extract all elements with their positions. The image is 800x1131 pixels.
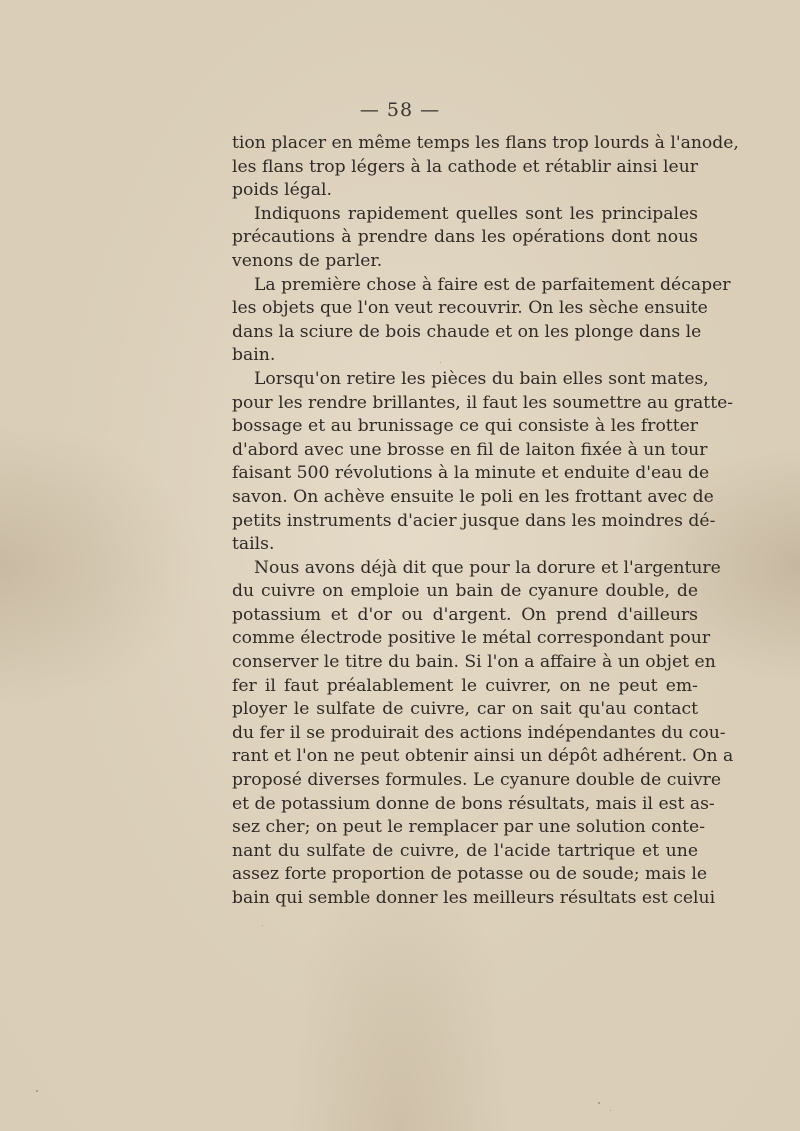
paper-speck	[36, 1090, 38, 1092]
text-line: bain.	[232, 345, 276, 366]
text-line: pour les rendre brillantes, il faut les soumettre au gratte-	[232, 392, 734, 413]
text-line: bain qui semble donner les meilleurs résultats est celui	[232, 888, 716, 908]
text-line: petits instruments d'acier jusque dans les moindres dé-	[232, 510, 716, 531]
text-line: du fer il se produirait des actions indépendantes du cou-	[232, 722, 726, 743]
text-line: proposé diverses formules. Le cyanure double de cuivre	[232, 770, 722, 791]
text-line: et de potassium donne de bons résultats, mais il est as-	[232, 793, 715, 814]
text-line: comme électrode positive le métal correspondant pour	[232, 628, 711, 649]
text-line: bossage et au brunissage ce qui consiste à les frotter	[232, 416, 698, 437]
text-line: ployer le sulfate de cuivre, car on sait qu'au contact	[232, 699, 698, 720]
paper-speck	[440, 362, 441, 363]
text-line: les objets que l'on veut recouvrir. On les sèche ensuite	[232, 298, 708, 319]
text-line: du cuivre on emploie un bain de cyanure double, de	[232, 581, 698, 602]
text-line: fer il faut préalablement le cuivrer, on ne peut em-	[232, 675, 698, 696]
text-line: Nous avons déjà dit que pour la dorure et l'argenture	[254, 557, 721, 578]
text-line: Indiquons rapidement quelles sont les principales	[254, 203, 698, 224]
body-text	[232, 132, 739, 911]
text-line: savon. On achève ensuite le poli en les frottant avec de	[232, 486, 714, 507]
text-line: les flans trop légers à la cathode et rétablir ainsi leur	[232, 156, 698, 177]
text-line: d'abord avec une brosse en fil de laiton fixée à un tour	[232, 439, 708, 460]
paper-speck	[598, 1102, 600, 1104]
text-line: précautions à prendre dans les opérations dont nous	[232, 227, 698, 248]
text-line: Lorsqu'on retire les pièces du bain elles sont mates,	[254, 368, 709, 389]
text-line: conserver le titre du bain. Si l'on a affaire à un objet en	[232, 652, 716, 673]
text-line: tion placer en même temps les flans trop lourds à l'anode,	[232, 133, 739, 153]
text-line: nant du sulfate de cuivre, de l'acide tartrique et une	[232, 840, 698, 861]
text-line: rant et l'on ne peut obtenir ainsi un dépôt adhérent. On a	[232, 746, 734, 767]
page-number: — 58 —	[359, 99, 441, 121]
text-line: sez cher; on peut le remplacer par une solution conte-	[232, 817, 706, 838]
paper-speck	[262, 925, 263, 926]
text-line: potassium et d'or ou d'argent. On prend d'ailleurs	[232, 604, 698, 625]
text-line: assez forte proportion de potasse ou de soude; mais le	[232, 864, 708, 885]
text-line: dans la sciure de bois chaude et on les plonge dans le	[232, 321, 702, 342]
text-line: La première chose à faire est de parfaitement décaper	[254, 274, 731, 295]
paper-speck	[610, 1110, 611, 1111]
text-line: poids légal.	[232, 180, 333, 201]
text-line: faisant 500 révolutions à la minute et enduite d'eau de	[232, 463, 710, 484]
text-line: tails.	[232, 534, 275, 555]
text-line: venons de parler.	[232, 250, 383, 271]
